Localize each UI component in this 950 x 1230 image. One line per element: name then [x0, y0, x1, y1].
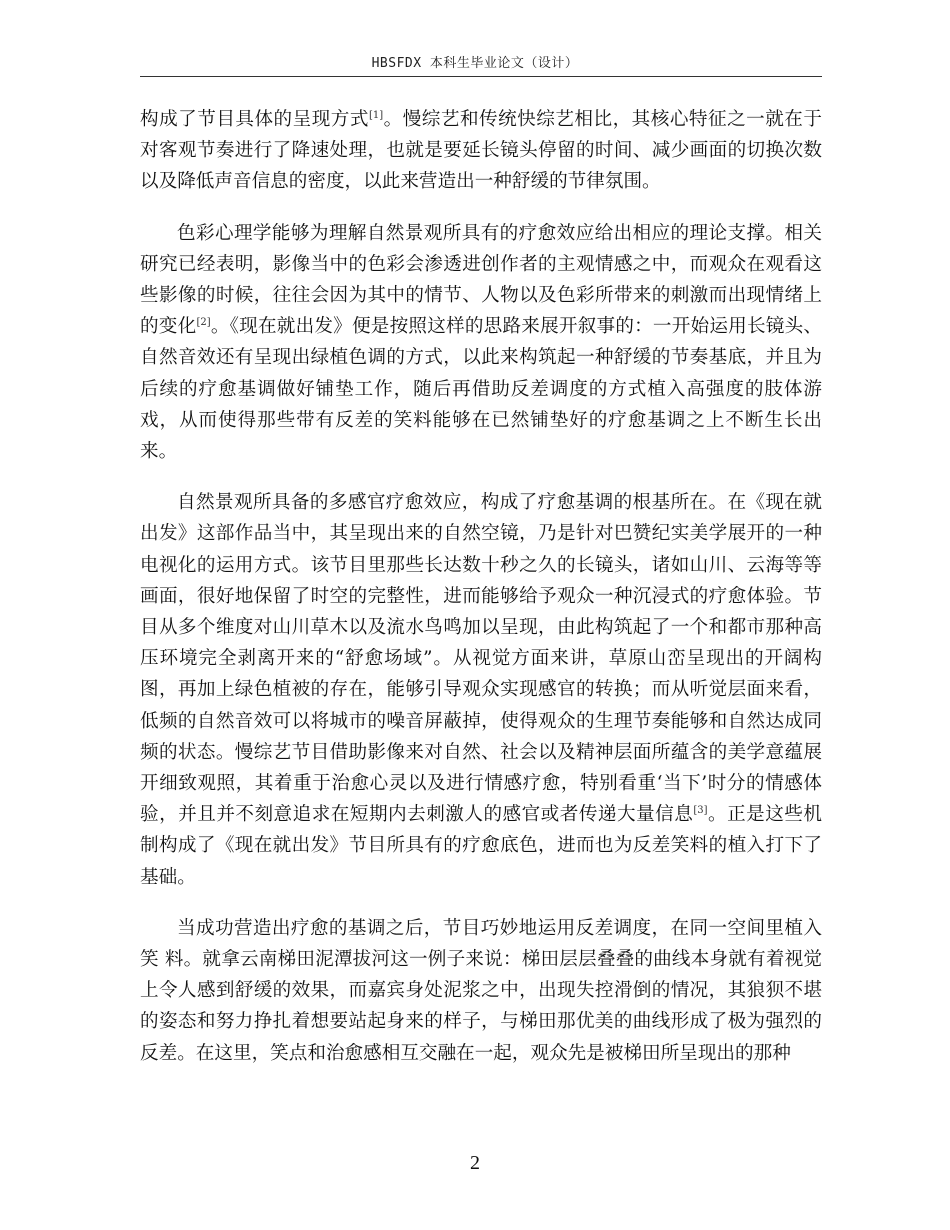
paragraph-2 [140, 218, 822, 468]
paragraph-4 [140, 913, 822, 1069]
body-text [140, 104, 822, 1089]
paragraph-text: 。《现在就出发》便是按照这样的思路来展开叙事的：一开始运用长镜头、自然音效还有呈现出绿植色调的方式，以此来构筑起一种舒缓的节奏基底，并且为后续的疗愈基调做好铺垫工作，随后再借助反差调度的方式植入高强度的肢体游戏，从而使得那些带有反差的笑料能够在已然铺垫好的疗愈基调之上不断生长出来。 [140, 316, 822, 463]
page-number: 2 [470, 1152, 480, 1174]
citation-marker: [2] [196, 317, 211, 329]
paragraph-text: 当成功营造出疗愈的基调之后，节目巧妙地运用反差调度，在同一空间里植入笑 料。就拿云南梯田泥潭拔河这一例子来说：梯田层层叠叠的曲线本身就有着视觉上令人感到舒缓的效果，而嘉宾身处泥浆之中，出现失控滑倒的情况，其狼狈不堪的姿态和努力挣扎着想要站起身来的样子，与梯田那优美的曲线形成了极为强烈的反差。在这里，笑点和治愈感相互交融在一起，观众先是被梯田所呈现出的那种 [140, 917, 822, 1064]
paragraph-text: 自然景观所具备的多感官疗愈效应，构成了疗愈基调的根基所在。在《现在就出发》这部作品当中，其呈现出来的自然空镜，乃是针对巴赞纪实美学展开的一种电视化的运用方式。该节目里那些长达数十秒之久的长镜头，诸如山川、云海等等画面，很好地保留了时空的完整性，进而能够给予观众一种沉浸式的疗愈体验。节目从多个维度对山川草木以及流水鸟鸣加以呈现，由此构筑起了一个和都市那种高压环境完全剥离开来的“舒愈场域”。从视觉方面来讲，草原山峦呈现出的开阔构图，再加上绿色植被的存在，能够引导观众实现感官的转换；而从听觉层面来看，低频的自然音效可以将城市的噪音屏蔽掉，使得观众的生理节奏能够和自然达成同频的状态。慢综艺节目借助影像来对自然、社会以及精神层面所蕴含的美学意蕴展开细致观照，其着重于治愈心灵以及进行情感疗愈，特别看重‘当下’时分的情感体验，并且并不刻意追求在短期内去刺激人的感官或者传递大量信息 [140, 492, 822, 826]
paragraph-text: 。慢综艺和传统快综艺相比，其核心特征之一就在于对客观节奏进行了降速处理，也就是要延长镜头停留的时间、减少画面的切换次数以及降低声音信息的密度，以此来营造出一种舒缓的节律氛围。 [140, 109, 822, 193]
paragraph-3 [140, 487, 822, 893]
citation-marker: [1] [368, 110, 384, 121]
citation-marker: [3] [693, 805, 708, 817]
running-header: HBSFDX 本科生毕业论文（设计） [371, 56, 579, 71]
paragraph-text: 。正是这些机制构成了《现在就出发》节目所具有的疗愈底色，进而也为反差笑料的植入打下了基础。 [140, 804, 822, 888]
paragraph-text: 色彩心理学能够为理解自然景观所具有的疗愈效应给出相应的理论支撑。相关研究已经表明，影像当中的色彩会渗透进创作者的主观情感之中，而观众在观看这些影像的时候，往往会因为其中的情节、人物以及色彩所带来的刺激而出现情绪上的变化 [140, 222, 822, 338]
header-divider [140, 76, 822, 77]
paragraph-text: 构成了节目具体的呈现方式 [140, 109, 369, 130]
paragraph-1 [140, 104, 822, 198]
